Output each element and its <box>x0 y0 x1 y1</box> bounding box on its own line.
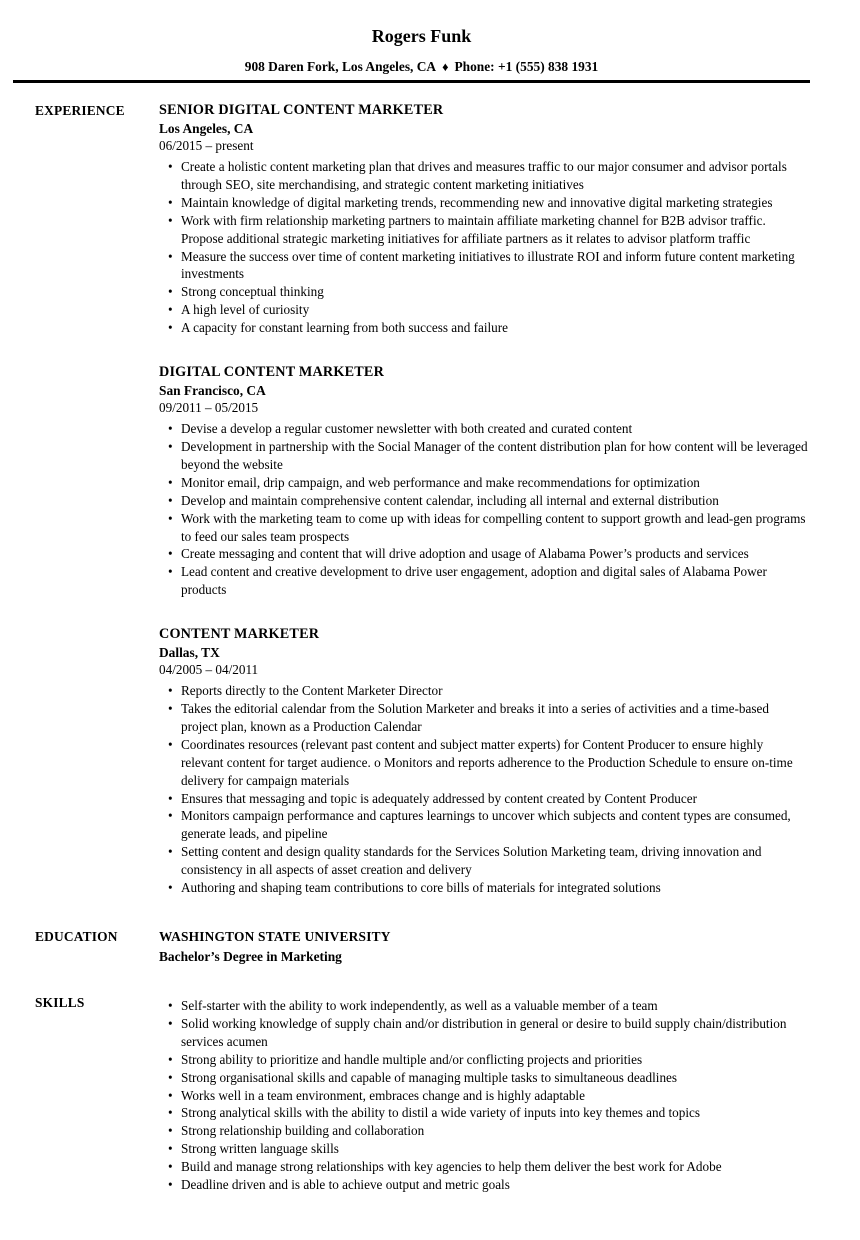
job-bullet-list <box>159 682 808 897</box>
bullet-item: • Strong relationship building and collaboration <box>168 1122 808 1140</box>
education-content <box>159 927 808 967</box>
bullet-item: • Setting content and design quality standards for the Services Solution Marketing team, driving innovation and consistency in all aspects of asset creation and delivery <box>168 843 808 879</box>
job-title: CONTENT MARKETER <box>159 626 320 643</box>
job-entry-digital-content-marketer <box>159 363 808 599</box>
bullet-item: • Create messaging and content that will drive adoption and usage of Alabama Power’s products and services <box>168 545 808 563</box>
job-entry-senior-digital-content-marketer <box>159 101 808 337</box>
header-divider <box>13 80 810 83</box>
person-name: Rogers Funk <box>371 26 472 46</box>
job-title: SENIOR DIGITAL CONTENT MARKETER <box>159 102 444 118</box>
bullet-item: • Reports directly to the Content Marketer Director <box>168 682 808 700</box>
job-dates: 04/2005 – 04/2011 <box>159 662 259 678</box>
bullet-item: • Devise a develop a regular customer newsletter with both created and curated content <box>168 420 808 438</box>
job-dates: 06/2015 – present <box>159 138 254 153</box>
bullet-item: • Ensures that messaging and topic is adequately addressed by content created by Content Producer <box>168 790 808 808</box>
bullet-item: • Build and manage strong relationships with key agencies to help them deliver the best work for Adobe <box>168 1158 808 1176</box>
bullet-item: • Monitors campaign performance and captures learnings to uncover which subjects and content types are consumed, generate leads, and pipeline <box>168 807 808 843</box>
section-experience <box>35 101 808 897</box>
bullet-item: • Development in partnership with the Social Manager of the content distribution plan for how content will be leveraged beyond the website <box>168 438 808 474</box>
experience-content <box>159 101 808 897</box>
job-dates: 09/2011 – 05/2015 <box>159 400 259 416</box>
skills-content <box>159 993 808 1194</box>
bullet-item: • A capacity for constant learning from both success and failure <box>168 319 808 337</box>
job-location: San Francisco, CA <box>159 383 266 399</box>
contact-line <box>35 59 808 75</box>
bullet-item: • Work with the marketing team to come up with ideas for compelling content to support growth and lead-gen programs to feed our sales team prospects <box>168 510 808 546</box>
section-skills <box>35 993 808 1194</box>
section-education <box>35 927 808 967</box>
contact-phone: Phone: +1 (555) 838 1931 <box>454 59 599 74</box>
bullet-item: • Lead content and creative development to drive user engagement, adoption and digital sales of Alabama Power products <box>168 563 808 599</box>
section-label-education: EDUCATION <box>35 929 118 944</box>
bullet-item: • Self-starter with the ability to work independently, as well as a valuable member of a team <box>168 997 808 1015</box>
bullet-item: • Takes the editorial calendar from the Solution Marketer and breaks it into a series of activities and a time-based project plan, known as a Production Calendar <box>168 700 808 736</box>
bullet-item: • Develop and maintain comprehensive content calendar, including all internal and external distribution <box>168 492 808 510</box>
job-bullet-list <box>159 420 808 599</box>
bullet-item: • Coordinates resources (relevant past content and subject matter experts) for Content Producer to ensure highly relevant content for target audience. o Monitors and reports adherence to the Production Schedule to ensure on-time delivery for campaign materials <box>168 736 808 790</box>
education-school: WASHINGTON STATE UNIVERSITY <box>159 929 391 944</box>
bullet-item: • Authoring and shaping team contributions to core bills of materials for integrated solutions <box>168 879 808 897</box>
bullet-item: • Strong conceptual thinking <box>168 283 808 301</box>
bullet-item: • Work with firm relationship marketing partners to maintain affiliate marketing channel for B2B advisor traffic. Propose additional strategic marketing initiatives for affiliate partners as it relates to advisor platform traffic <box>168 212 808 248</box>
job-entry-content-marketer <box>159 625 808 897</box>
job-location: Los Angeles, CA <box>159 121 254 136</box>
skills-bullet-list <box>159 997 808 1194</box>
diamond-separator-icon: ♦ <box>442 60 449 74</box>
bullet-item: • Maintain knowledge of digital marketing trends, recommending new and innovative digital marketing strategies <box>168 194 808 212</box>
bullet-item: • Deadline driven and is able to achieve output and metric goals <box>168 1176 808 1194</box>
education-degree: Bachelor’s Degree in Marketing <box>159 949 342 964</box>
bullet-item: • A high level of curiosity <box>168 301 808 319</box>
bullet-item: • Strong written language skills <box>168 1140 808 1158</box>
bullet-item: • Strong organisational skills and capable of managing multiple tasks to simultaneous deadlines <box>168 1069 808 1087</box>
bullet-item: • Works well in a team environment, embraces change and is highly adaptable <box>168 1087 808 1105</box>
bullet-item: • Measure the success over time of content marketing initiatives to illustrate ROI and inform future content marketing investments <box>168 248 808 284</box>
section-label-experience: EXPERIENCE <box>35 103 125 118</box>
bullet-item: • Strong ability to prioritize and handle multiple and/or conflicting projects and priorities <box>168 1051 808 1069</box>
job-location: Dallas, TX <box>159 645 220 661</box>
bullet-item: • Create a holistic content marketing plan that drives and measures traffic to our major consumer and advisor portals through SEO, site merchandising, and strategic content marketing initiatives <box>168 158 808 194</box>
contact-address: 908 Daren Fork, Los Angeles, CA <box>244 59 437 74</box>
bullet-item: • Solid working knowledge of supply chain and/or distribution in general or desire to build supply chain/distribution services acumen <box>168 1015 808 1051</box>
bullet-item: • Strong analytical skills with the ability to distil a wide variety of inputs into key themes and topics <box>168 1104 808 1122</box>
bullet-item: • Monitor email, drip campaign, and web performance and make recommendations for optimization <box>168 474 808 492</box>
section-label-skills: SKILLS <box>35 995 85 1010</box>
job-title: DIGITAL CONTENT MARKETER <box>159 364 385 381</box>
job-bullet-list <box>159 158 808 337</box>
